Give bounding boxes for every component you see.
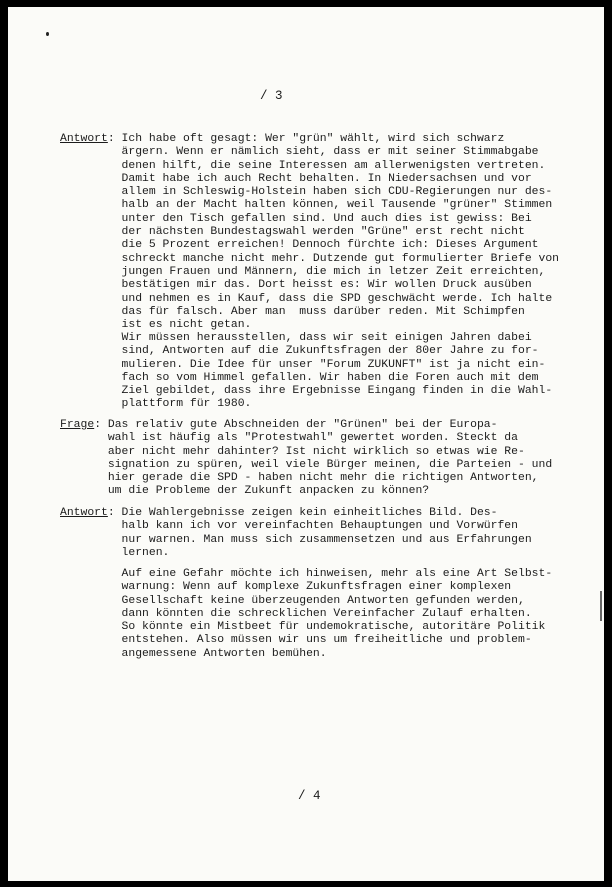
speaker-label: Frage bbox=[60, 419, 95, 431]
text-line: Wir müssen herausstellen, dass wir seit einigen Jahren dabei bbox=[60, 332, 532, 344]
page-marker: / 3 bbox=[260, 89, 283, 103]
text-line bbox=[60, 507, 580, 520]
answer-block-2-continued bbox=[60, 568, 580, 661]
speaker-label: Antwort bbox=[60, 507, 108, 519]
text-line: dann könnten die schrecklichen Vereinfacher Zulauf erhalten. bbox=[60, 607, 532, 620]
next-page-marker: / 4 bbox=[298, 789, 321, 803]
text-line bbox=[60, 419, 580, 432]
text-line: lernen. bbox=[60, 546, 170, 559]
text-line: die 5 Prozent erreichen! Dennoch fürchte ich: Dieses Argument bbox=[60, 239, 539, 252]
text-line: und nehmen es in Kauf, dass die SPD geschwächt werde. Ich halte bbox=[60, 292, 553, 305]
text-line: plattform für 1980. bbox=[60, 398, 252, 411]
text-line-rest: : Ich habe oft gesagt: Wer "grün" wählt, wird sich schwarz bbox=[107, 133, 505, 145]
text-line: um die Probleme der Zukunft anpacken zu können? bbox=[60, 485, 430, 498]
text-line: der nächsten Bundestagswahl werden "Grüne" erst recht nicht bbox=[60, 226, 525, 239]
text-line: bestätigen mir das. Dort heisst es: Wir wollen Druck ausüben bbox=[60, 279, 532, 292]
text-line: Gesellschaft keine überzeugenden Antworten gefunden werden, bbox=[60, 594, 525, 607]
text-line: schreckt manche nicht mehr. Dutzende gut formulierter Briefe von bbox=[60, 252, 559, 265]
text-line: ärgern. Wenn er nämlich sieht, dass er mit seiner Stimmabgabe bbox=[60, 146, 539, 159]
answer-block-1-continued bbox=[60, 332, 580, 412]
text-line: entstehen. Also müssen wir uns um freiheitliche und problem- bbox=[60, 634, 532, 647]
text-line: hier gerade die SPD - haben nicht mehr die richtigen Antworten, bbox=[60, 472, 539, 485]
text-line: warnung: Wenn auf komplexe Zukunftsfragen einer komplexen bbox=[60, 581, 512, 594]
text-line-rest: : Die Wahlergebnisse zeigen kein einheitliches Bild. Des- bbox=[107, 507, 498, 519]
text-line: Ziel gebildet, dass ihre Ergebnisse Eingang finden in die Wahl- bbox=[60, 385, 553, 398]
text-line: So könnte ein Mistbeet für undemokratische, autoritäre Politik bbox=[60, 621, 546, 634]
answer-block-1 bbox=[60, 133, 580, 332]
text-line: nur warnen. Man muss sich zusammensetzen und aus Erfahrungen bbox=[60, 533, 532, 546]
document-page bbox=[8, 7, 604, 881]
text-line: wahl ist häufig als "Protestwahl" gewertet worden. Steckt da bbox=[60, 432, 518, 445]
text-line: halb kann ich vor vereinfachten Behauptungen und Vorwürfen bbox=[60, 520, 518, 533]
text-line: jungen Frauen und Männern, die mich in letzer Zeit erreichten, bbox=[60, 265, 546, 278]
text-line: angemessene Antworten bemühen. bbox=[60, 647, 327, 660]
text-line: fach so vom Himmel gefallen. Wir haben die Foren auch mit dem bbox=[60, 371, 539, 384]
text-line bbox=[60, 133, 580, 146]
text-line: denen hilft, die seine Interessen am allerwenigsten vertreten. bbox=[60, 159, 546, 172]
scan-speck bbox=[46, 32, 49, 36]
text-line: mulieren. Die Idee für unser "Forum ZUKUNFT" ist ja nicht ein- bbox=[60, 358, 546, 371]
text-line: unter den Tisch gefallen sind. Und auch dies ist gewiss: Bei bbox=[60, 212, 532, 225]
text-line: signation zu spüren, weil viele Bürger meinen, die Parteien - und bbox=[60, 458, 553, 471]
text-line: Auf eine Gefahr möchte ich hinweisen, mehr als eine Art Selbst- bbox=[60, 568, 553, 580]
text-line: ist es nicht getan. bbox=[60, 319, 252, 332]
scan-edge-mark bbox=[600, 591, 602, 621]
text-line: sind, Antworten auf die Zukunftsfragen der 80er Jahre zu for- bbox=[60, 345, 539, 358]
answer-block-2 bbox=[60, 507, 580, 560]
text-line: Damit habe ich auch Recht behalten. In Niedersachsen und vor bbox=[60, 172, 532, 185]
text-line: allem in Schleswig-Holstein haben sich CDU-Regierungen nur des- bbox=[60, 186, 553, 199]
question-block bbox=[60, 419, 580, 499]
text-line-rest: : Das relativ gute Abschneiden der "Grünen" bei der Europa- bbox=[94, 419, 498, 431]
speaker-label: Antwort bbox=[60, 133, 108, 145]
text-line: aber nicht mehr dahinter? Ist nicht wirklich so etwas wie Re- bbox=[60, 445, 525, 458]
text-line: das für falsch. Aber man muss darüber reden. Mit Schimpfen bbox=[60, 305, 525, 318]
text-line: halb an der Macht halten können, weil Tausende "grüner" Stimmen bbox=[60, 199, 553, 212]
